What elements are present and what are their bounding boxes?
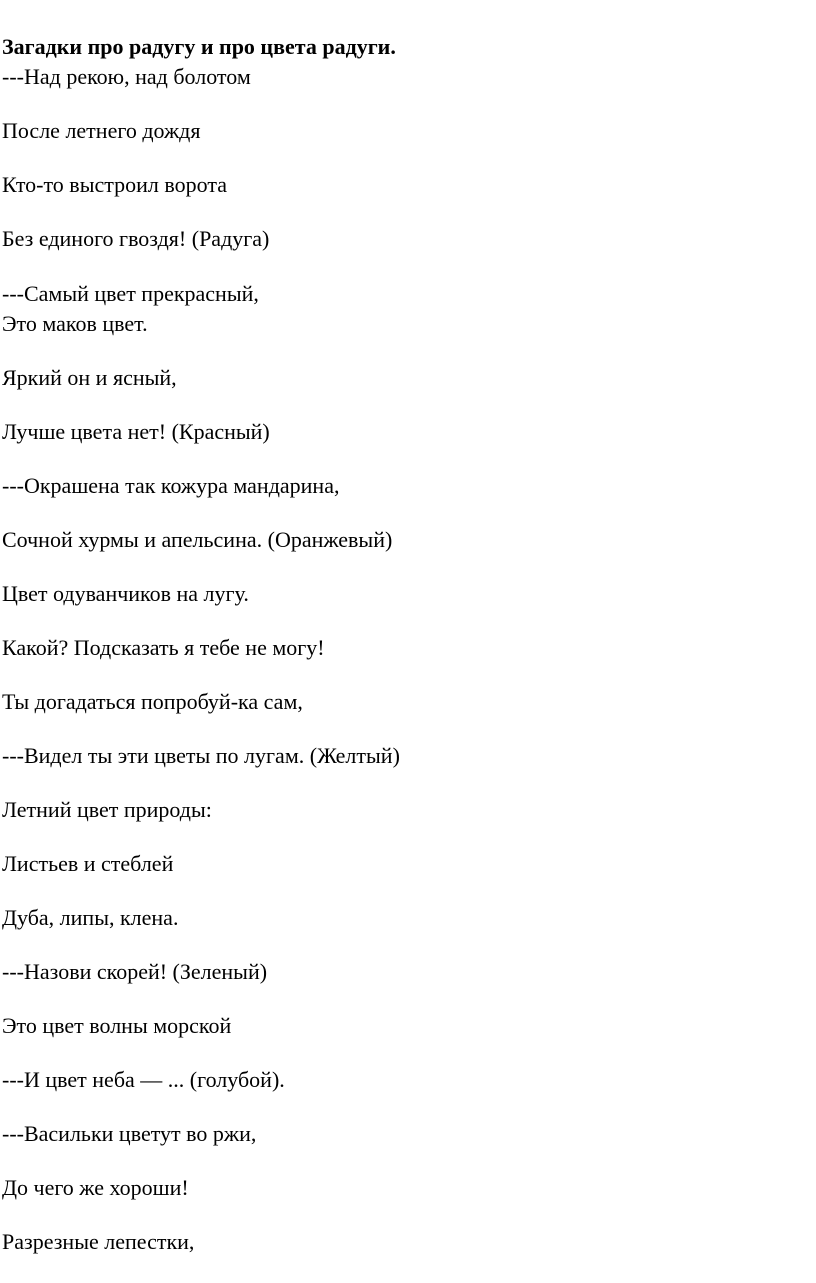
text-line: ---Васильки цветут во ржи,	[2, 1121, 257, 1146]
text-line: Разрезные лепестки,	[2, 1229, 195, 1254]
text-line: После летнего дождя	[2, 118, 201, 143]
text-line: Это цвет волны морской	[2, 1013, 232, 1038]
text-line: Листьев и стеблей	[2, 851, 174, 876]
text-line: ---Окрашена так кожура мандарина,	[2, 473, 340, 498]
text-line: Летний цвет природы:	[2, 797, 212, 822]
text-line: ---Назови скорей! (Зеленый)	[2, 959, 268, 984]
text-line: ---Над рекою, над болотом	[2, 64, 251, 89]
text-line: Дуба, липы, клена.	[2, 905, 179, 930]
text-line: Яркий он и ясный,	[2, 365, 177, 390]
document-title: Загадки про радугу и про цвета радуги.	[2, 34, 396, 59]
text-line: Какой? Подсказать я тебе не могу!	[2, 635, 325, 660]
text-line: Это маков цвет.	[2, 311, 148, 336]
text-line: Ты догадаться попробуй-ка сам,	[2, 689, 303, 714]
text-line: Сочной хурмы и апельсина. (Оранжевый)	[2, 527, 393, 552]
text-line: До чего же хороши!	[2, 1175, 189, 1200]
text-line: Без единого гвоздя! (Радуга)	[2, 226, 270, 251]
text-line: Лучше цвета нет! (Красный)	[2, 419, 270, 444]
text-line: ---И цвет неба — ... (голубой).	[2, 1067, 285, 1092]
text-line: ---Видел ты эти цветы по лугам. (Желтый)	[2, 743, 400, 768]
text-line: Цвет одуванчиков на лугу.	[2, 581, 249, 606]
text-line: Кто-то выстроил ворота	[2, 172, 227, 197]
text-line: ---Самый цвет прекрасный,	[2, 281, 259, 306]
